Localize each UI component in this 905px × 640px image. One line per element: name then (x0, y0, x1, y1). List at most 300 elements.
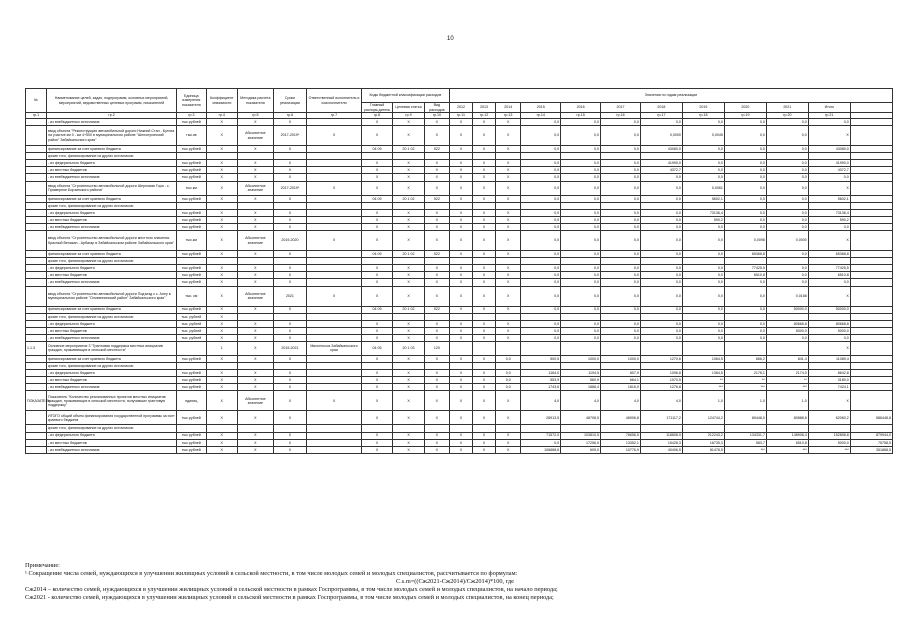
table-cell: 0,0 (682, 167, 724, 174)
table-cell (850, 258, 892, 265)
table-cell: 81478,5 (682, 446, 724, 453)
table-cell: X (206, 167, 237, 174)
table-cell (521, 341, 561, 355)
header-year: 2015 (521, 103, 561, 113)
table-cell: 152898,8 (808, 432, 850, 439)
table-cell: *** (766, 446, 808, 453)
table-cell: X (273, 384, 307, 391)
table-cell: 0,0 (601, 146, 641, 153)
table-cell: X (424, 411, 449, 425)
table-cell (361, 363, 392, 370)
header-year: 2018 (640, 103, 682, 113)
table-cell: X (206, 384, 237, 391)
table-cell: 0,0 (724, 167, 766, 174)
table-cell: X (424, 167, 449, 174)
table-cell: 866,2 (724, 355, 766, 362)
table-cell (26, 146, 47, 153)
table-cell: 0,0 (521, 174, 561, 181)
table-cell (307, 327, 362, 334)
table-cell: 1070,5 (640, 377, 682, 384)
table-cell (273, 313, 307, 320)
table-cell: Абсолютное значение (237, 286, 273, 306)
table-cell: X (393, 160, 424, 167)
table-cell: X (473, 119, 496, 126)
table-cell: 41990,0 (808, 160, 850, 167)
table-cell: 77425,5 (808, 265, 850, 272)
table-cell (307, 119, 362, 126)
header-period: Сроки реализации (273, 89, 307, 113)
table-cell: X (496, 446, 521, 453)
table-cell: X (393, 119, 424, 126)
table-cell: 0,0 (640, 119, 682, 126)
table-cell: 80888,6 (766, 411, 808, 425)
header-total: Итого (808, 103, 850, 113)
table-cell (766, 425, 808, 432)
table-cell: X (307, 231, 362, 251)
table-cell: 118808,9 (640, 432, 682, 439)
table-cell: 0,0 (561, 231, 601, 251)
table-cell: X (473, 391, 496, 411)
table-cell: 0,0 (766, 195, 808, 202)
table-cell: X (449, 411, 472, 425)
table-cell (724, 363, 766, 370)
table-cell (724, 258, 766, 265)
table-cell: 0,0 (766, 209, 808, 216)
table-cell (273, 202, 307, 209)
table-cell: 0,0 (640, 251, 682, 258)
table-cell (424, 153, 449, 160)
table-cell: 1 (206, 341, 237, 355)
table-cell: ПОКАЗАТЕЛЬ (26, 391, 47, 411)
column-number: гр.4 (206, 113, 237, 119)
table-cell: 0,0 (640, 216, 682, 223)
table-cell: 0,0 (682, 119, 724, 126)
table-cell: 5602,1 (808, 195, 850, 202)
table-cell: 0,0 (724, 223, 766, 230)
table-cell: X (473, 327, 496, 334)
table-row (26, 432, 893, 439)
table-cell: кроме того, финансирование из других источников: (46, 153, 176, 160)
table-cell (850, 391, 892, 411)
table-cell: X (206, 251, 237, 258)
table-cell (26, 327, 47, 334)
table-cell: 20 1 03 (393, 341, 424, 355)
table-cell: X (496, 195, 521, 202)
table-cell: 65368,8 (808, 251, 850, 258)
table-row (26, 126, 893, 146)
table-cell: X (206, 320, 237, 327)
table-cell: ** (724, 377, 766, 384)
table-cell (850, 355, 892, 362)
table-cell (393, 153, 424, 160)
table-cell: X (473, 231, 496, 251)
table-cell (561, 425, 601, 432)
table-cell: 28913,5 (521, 411, 561, 425)
table-cell: 73136,4 (682, 209, 724, 216)
table-cell: 0,0 (766, 160, 808, 167)
table-cell (496, 341, 521, 355)
table-cell: X (237, 174, 273, 181)
table-cell (850, 334, 892, 341)
table-cell: X (449, 432, 472, 439)
table-cell: X (473, 306, 496, 313)
table-cell: X (206, 439, 237, 446)
table-cell: кроме того, финансирование из других источников: (46, 313, 176, 320)
table-cell (640, 313, 682, 320)
table-cell (26, 320, 47, 327)
table-cell (850, 363, 892, 370)
table-cell (724, 425, 766, 432)
column-number: гр.19 (724, 113, 766, 119)
table-cell: 4,0 (561, 391, 601, 411)
table-cell: X (393, 231, 424, 251)
table-cell: 6510,8 (808, 272, 850, 279)
table-cell: 04 09 (361, 306, 392, 313)
table-cell: X (237, 411, 273, 425)
table-cell (850, 279, 892, 286)
table-cell (521, 258, 561, 265)
table-cell: 0,0 (561, 306, 601, 313)
table-cell: X (307, 391, 362, 411)
table-cell: 1000,0 (601, 355, 641, 362)
table-cell: X (424, 279, 449, 286)
table-cell: X (206, 265, 237, 272)
table-cell (424, 363, 449, 370)
table-row (26, 258, 893, 265)
table-cell: 0,0000 (766, 231, 808, 251)
table-cell: 0,0 (601, 251, 641, 258)
table-cell: X (361, 223, 392, 230)
table-cell: 0,0 (561, 119, 601, 126)
table-cell: 43080,0 (808, 146, 850, 153)
table-cell: 560,9 (561, 377, 601, 384)
table-cell: X (273, 167, 307, 174)
table-cell: тыс. км (177, 286, 206, 306)
table-cell (850, 384, 892, 391)
table-cell: - из местных бюджетов (46, 216, 176, 223)
table-cell: 0,0 (521, 272, 561, 279)
table-cell: 0,0 (521, 160, 561, 167)
table-cell: X (424, 265, 449, 272)
table-cell (850, 251, 892, 258)
table-cell (237, 363, 273, 370)
table-row (26, 160, 893, 167)
table-cell: 0,0 (766, 174, 808, 181)
table-cell: X (273, 209, 307, 216)
table-cell: X (273, 216, 307, 223)
table-cell: X (206, 377, 237, 384)
table-cell: X (496, 160, 521, 167)
table-cell: тыс.км (177, 231, 206, 251)
table-cell (393, 425, 424, 432)
table-cell (26, 363, 47, 370)
table-cell (307, 223, 362, 230)
table-cell (766, 202, 808, 209)
table-cell: X (449, 119, 472, 126)
table-cell: 124744,2 (682, 411, 724, 425)
table-cell: X (273, 320, 307, 327)
table-cell: X (361, 167, 392, 174)
table-cell: финансирование за счет краевого бюджета (46, 306, 176, 313)
table-cell: 5000,0 (766, 327, 808, 334)
table-cell (724, 341, 766, 355)
table-cell: кроме того, финансирование из других источников: (46, 363, 176, 370)
table-cell (850, 286, 892, 306)
table-cell: 583,7 (724, 439, 766, 446)
table-cell: X (496, 306, 521, 313)
table-cell (26, 231, 47, 251)
table-cell (808, 363, 850, 370)
table-cell: X (424, 209, 449, 216)
table-cell: X (424, 432, 449, 439)
table-cell: 2017-2019* (273, 181, 307, 195)
table-cell: 10776,9 (601, 446, 641, 453)
table-cell: X (361, 119, 392, 126)
table-cell: X (273, 279, 307, 286)
table-cell: 351868,5 (850, 446, 892, 453)
table-cell (424, 258, 449, 265)
table-cell (26, 126, 47, 146)
table-cell (561, 313, 601, 320)
table-cell (766, 313, 808, 320)
table-row (26, 174, 893, 181)
table-cell (307, 411, 362, 425)
table-cell: X (237, 320, 273, 327)
table-cell: 0,0 (766, 279, 808, 286)
table-cell: тыс.кв (177, 126, 206, 146)
table-row (26, 119, 893, 126)
table-cell: X (393, 432, 424, 439)
table-cell: 1164,0 (521, 370, 561, 377)
table-cell: 0,0 (766, 272, 808, 279)
table-cell (307, 216, 362, 223)
table-cell: X (361, 355, 392, 362)
table-cell (850, 119, 892, 126)
table-cell: 0,0 (766, 216, 808, 223)
table-cell (850, 425, 892, 432)
table-cell: X (496, 391, 521, 411)
table-cell (766, 153, 808, 160)
table-cell: X (206, 174, 237, 181)
table-cell (206, 363, 237, 370)
table-cell: 1.1.3 (26, 341, 47, 355)
header-values: Значения по годам реализации (449, 89, 892, 103)
table-row (26, 391, 893, 411)
table-cell: финансирование за счет краевого бюджета (46, 195, 176, 202)
table-row (26, 411, 893, 425)
table-cell: 0,0 (724, 327, 766, 334)
table-cell: X (273, 265, 307, 272)
table-cell: X (273, 160, 307, 167)
table-cell: 0,0 (601, 119, 641, 126)
table-cell: ** (766, 377, 808, 384)
table-cell: X (206, 231, 237, 251)
table-cell: 0,0 (601, 231, 641, 251)
header-budget-codes: Коды бюджетной классификации расходов (361, 89, 449, 103)
header-year: 2016 (561, 103, 601, 113)
table-cell: 2015-2021 (273, 341, 307, 355)
table-cell (496, 153, 521, 160)
table-cell: X (424, 181, 449, 195)
table-cell: X (473, 439, 496, 446)
table-cell (307, 195, 362, 202)
table-cell: 0,0098 (724, 231, 766, 251)
header-responsible: Ответственный исполнитель и соисполнители (307, 89, 362, 113)
table-cell: X (496, 216, 521, 223)
table-cell: 0,0 (496, 355, 521, 362)
table-cell: тыс.рублей (177, 377, 206, 384)
table-cell: 0,0 (640, 320, 682, 327)
table-cell: 0,0 (682, 320, 724, 327)
table-cell (496, 258, 521, 265)
table-cell: - из внебюджетных источников (46, 384, 176, 391)
table-cell: 0,0 (561, 160, 601, 167)
table-cell: 522 (424, 251, 449, 258)
table-cell: тыс. рублей (177, 320, 206, 327)
table-cell: 0,0 (561, 286, 601, 306)
table-cell: тыс. рублей (177, 327, 206, 334)
table-cell (640, 425, 682, 432)
table-cell: 0,0 (682, 279, 724, 286)
table-cell: 1276,8 (640, 384, 682, 391)
table-cell: 0,0 (496, 370, 521, 377)
table-cell: X (449, 160, 472, 167)
table-cell: 590,2 (682, 216, 724, 223)
table-cell: X (393, 265, 424, 272)
table-cell (307, 272, 362, 279)
table-cell (473, 313, 496, 320)
header-coef: Коэффициент значимости (206, 89, 237, 113)
table-cell (393, 313, 424, 320)
header-year: 2013 (473, 103, 496, 113)
table-cell: X (273, 327, 307, 334)
table-row (26, 202, 893, 209)
table-cell: тыс.рублей (177, 370, 206, 377)
table-cell: 522 (424, 306, 449, 313)
table-cell: 0,0 (724, 216, 766, 223)
table-cell (273, 258, 307, 265)
table-cell (393, 363, 424, 370)
header-empty (850, 103, 892, 113)
table-cell (808, 313, 850, 320)
table-cell: X (361, 432, 392, 439)
table-cell: X (237, 334, 273, 341)
table-row (26, 306, 893, 313)
table-cell: 0,0 (521, 195, 561, 202)
table-cell (640, 258, 682, 265)
table-cell: X (237, 432, 273, 439)
table-cell: 0,0 (724, 286, 766, 306)
table-cell: - из внебюджетных источников (46, 334, 176, 341)
column-number: гр.18 (682, 113, 724, 119)
table-cell: X (393, 223, 424, 230)
table-cell: X (473, 167, 496, 174)
table-cell: 522 (424, 195, 449, 202)
header-budget-main: Главный распоря-дитель (361, 103, 392, 113)
table-cell: 0,0 (561, 272, 601, 279)
table-cell: X (473, 432, 496, 439)
table-cell: X (237, 119, 273, 126)
table-cell: тыс. рублей (177, 334, 206, 341)
table-cell (449, 153, 472, 160)
table-cell: 5602,1 (682, 195, 724, 202)
table-cell (473, 425, 496, 432)
table-cell: 0,0 (601, 223, 641, 230)
table-cell: 17256,5 (561, 439, 601, 446)
header-year: 2020 (724, 103, 766, 113)
table-cell (26, 251, 47, 258)
table-cell: X (473, 223, 496, 230)
table-body (26, 113, 893, 454)
table-cell: 0,0168 (766, 286, 808, 306)
table-cell (307, 174, 362, 181)
table-cell (177, 363, 206, 370)
table-cell: 586448,8 (850, 411, 892, 425)
table-cell: X (237, 355, 273, 362)
table-cell: 0,0 (601, 160, 641, 167)
table-cell: ввод объекта "Строительство автомобильной дороги Шерловая Гора - с. Примерное Борзинского района" (46, 181, 176, 195)
table-cell (766, 363, 808, 370)
table-cell: X (473, 265, 496, 272)
table-cell: X (473, 181, 496, 195)
table-cell (850, 272, 892, 279)
table-cell (26, 355, 47, 362)
table-cell: X (424, 439, 449, 446)
table-cell: X (449, 231, 472, 251)
table-cell: X (496, 334, 521, 341)
table-cell (850, 223, 892, 230)
table-cell (26, 370, 47, 377)
table-cell (850, 327, 892, 334)
table-cell: 1364,5 (682, 370, 724, 377)
table-cell: 62060,2 (808, 411, 850, 425)
table-cell: X (237, 327, 273, 334)
table-cell: X (449, 439, 472, 446)
table-cell: 807,9 (601, 370, 641, 377)
table-cell: 0,0 (724, 160, 766, 167)
table-cell (850, 370, 892, 377)
table-cell: X (496, 251, 521, 258)
table-cell (307, 202, 362, 209)
table-cell (361, 425, 392, 432)
column-number: гр.17 (640, 113, 682, 119)
table-cell: 0,0 (640, 209, 682, 216)
table-cell: 0,0 (766, 265, 808, 272)
table-cell: X (361, 370, 392, 377)
table-cell: X (361, 334, 392, 341)
table-cell: - из внебюджетных источников (46, 174, 176, 181)
table-cell (640, 202, 682, 209)
table-cell: X (237, 209, 273, 216)
program-table (25, 88, 893, 454)
table-cell: ** (682, 377, 724, 384)
table-cell: 16735,3 (682, 439, 724, 446)
table-cell: X (393, 167, 424, 174)
table-cell: тыс.рублей (177, 411, 206, 425)
table-cell: *** (724, 384, 766, 391)
table-cell: 500,5 (521, 355, 561, 362)
table-cell: 0,0 (601, 181, 641, 195)
table-cell: X (273, 174, 307, 181)
table-cell: X (496, 265, 521, 272)
table-cell: 50000,0 (808, 306, 850, 313)
table-cell: X (206, 313, 237, 320)
table-cell (601, 153, 641, 160)
table-cell (561, 153, 601, 160)
table-cell: *** (766, 384, 808, 391)
table-cell: X (206, 223, 237, 230)
table-cell: X (206, 355, 237, 362)
